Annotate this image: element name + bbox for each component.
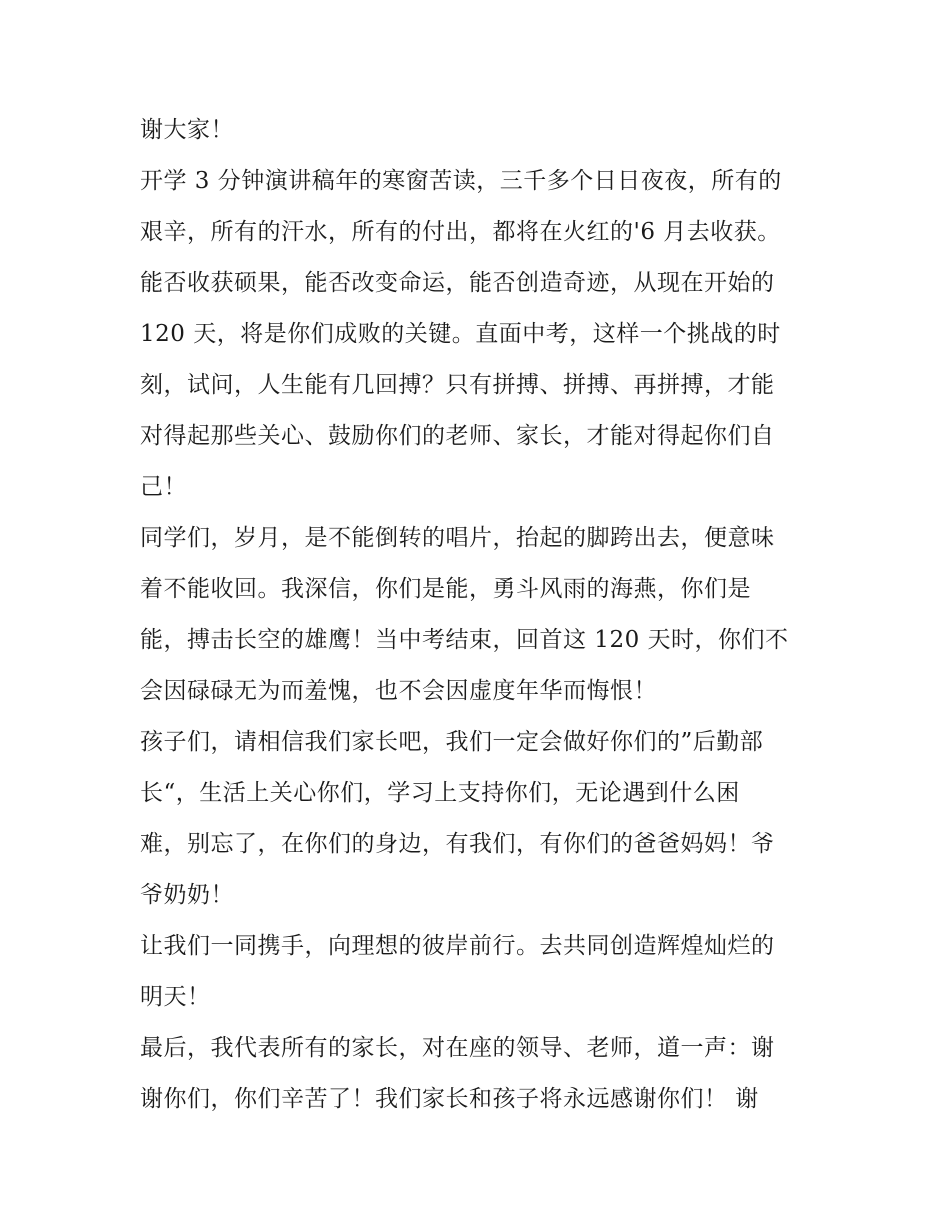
text-line: 己！ xyxy=(140,474,187,500)
text-line: 谢大家！ xyxy=(140,117,234,143)
text-line: 120 天，将是你们成败的关键。直面中考，这样一个挑战的时 xyxy=(140,321,781,347)
text-line: 长“，生活上关心你们，学习上支持你们，无论遇到什么困 xyxy=(140,780,740,806)
text-line: 爷奶奶！ xyxy=(140,882,234,908)
text-line: 谢你们，你们辛苦了！我们家长和孩子将永远感谢你们！ 谢 xyxy=(140,1086,759,1112)
text-line: 能，搏击长空的雄鹰！当中考结束，回首这 120 天时，你们不 xyxy=(140,627,789,653)
text-line: 明天！ xyxy=(140,984,211,1010)
text-line: 难，别忘了，在你们的身边，有我们，有你们的爸爸妈妈！爷 xyxy=(140,831,775,857)
text-line: 开学 3 分钟演讲稿年的寒窗苦读，三千多个日日夜夜，所有的 xyxy=(140,168,782,194)
text-line: 艰辛，所有的汗水，所有的付出，都将在火红的'6 月去收获。 xyxy=(140,219,781,245)
text-line: 同学们，岁月，是不能倒转的唱片，抬起的脚跨出去，便意味 xyxy=(140,525,775,551)
text-line: 能否收获硕果，能否改变命运，能否创造奇迹，从现在开始的 xyxy=(140,270,775,296)
text-line: 最后，我代表所有的家长，对在座的领导、老师，道一声：谢 xyxy=(140,1035,775,1061)
text-line: 着不能收回。我深信，你们是能，勇斗风雨的海燕，你们是 xyxy=(140,576,751,602)
text-line: 刻，试问，人生能有几回搏？只有拼搏、拼搏、再拼搏，才能 xyxy=(140,372,775,398)
text-line: 对得起那些关心、鼓励你们的老师、家长，才能对得起你们自 xyxy=(140,423,775,449)
text-line: 会因碌碌无为而羞愧，也不会因虚度年华而悔恨！ xyxy=(140,678,657,704)
document-body xyxy=(140,105,820,1125)
text-line: 让我们一同携手，向理想的彼岸前行。去共同创造辉煌灿烂的 xyxy=(140,933,775,959)
text-line: 孩子们，请相信我们家长吧，我们一定会做好你们的”后勤部 xyxy=(140,729,764,755)
